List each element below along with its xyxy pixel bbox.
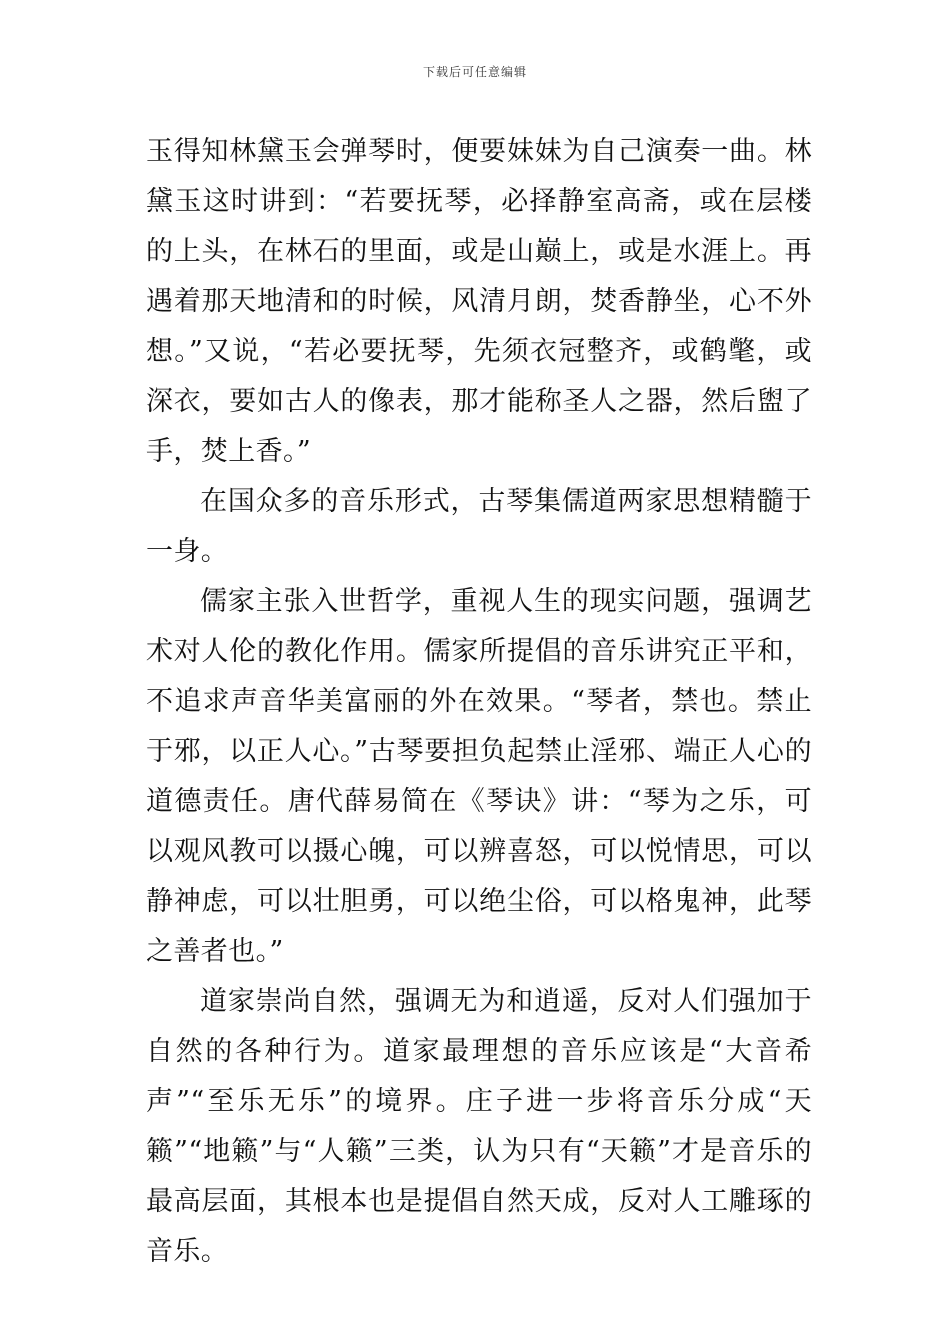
paragraph-guqin-intro: 在国众多的音乐形式，古琴集儒道两家思想精髓于一身。 [146, 486, 812, 567]
page-header-note: 下载后可任意编辑 [422, 65, 527, 79]
paragraph-continuation: 玉得知林黛玉会弹琴时，便要妹妹为自己演奏一曲。林黛玉这时讲到：“若要抚琴，必择静室高斋，或在层楼的上头，在林石的里面，或是山巅上，或是水涯上。再遇着那天地清和的时候，风清月朗，焚香静坐，心不外想。”又说，“若必要抚琴，先须衣冠整齐，或鹤氅，或深衣，要如古人的像表，那才能称圣人之器，然后盥了手，焚上香。” [146, 136, 812, 467]
document-body [146, 127, 812, 1277]
paragraph-confucian: 儒家主张入世哲学，重视人生的现实问题，强调艺术对人伦的教化作用。儒家所提倡的音乐讲究正平和，不追求声音华美富丽的外在效果。“琴者，禁也。禁止于邪，以正人心。”古琴要担负起禁止淫邪、端正人心的道德责任。唐代薛易简在《琴诀》讲：“琴为之乐，可以观风教可以摄心魄，可以辨喜怒，可以悦情思，可以静神虑，可以壮胆勇，可以绝尘俗，可以格鬼神，此琴之善者也。” [146, 586, 812, 967]
paragraph-taoist: 道家崇尚自然，强调无为和逍遥，反对人们强加于自然的各种行为。道家最理想的音乐应该是“大音希声”“至乐无乐”的境界。庄子进一步将音乐分成“天籁”“地籁”与“人籁”三类，认为只有“天籁”才是音乐的最高层面，其根本也是提倡自然天成，反对人工雕琢的音乐。 [146, 986, 812, 1267]
